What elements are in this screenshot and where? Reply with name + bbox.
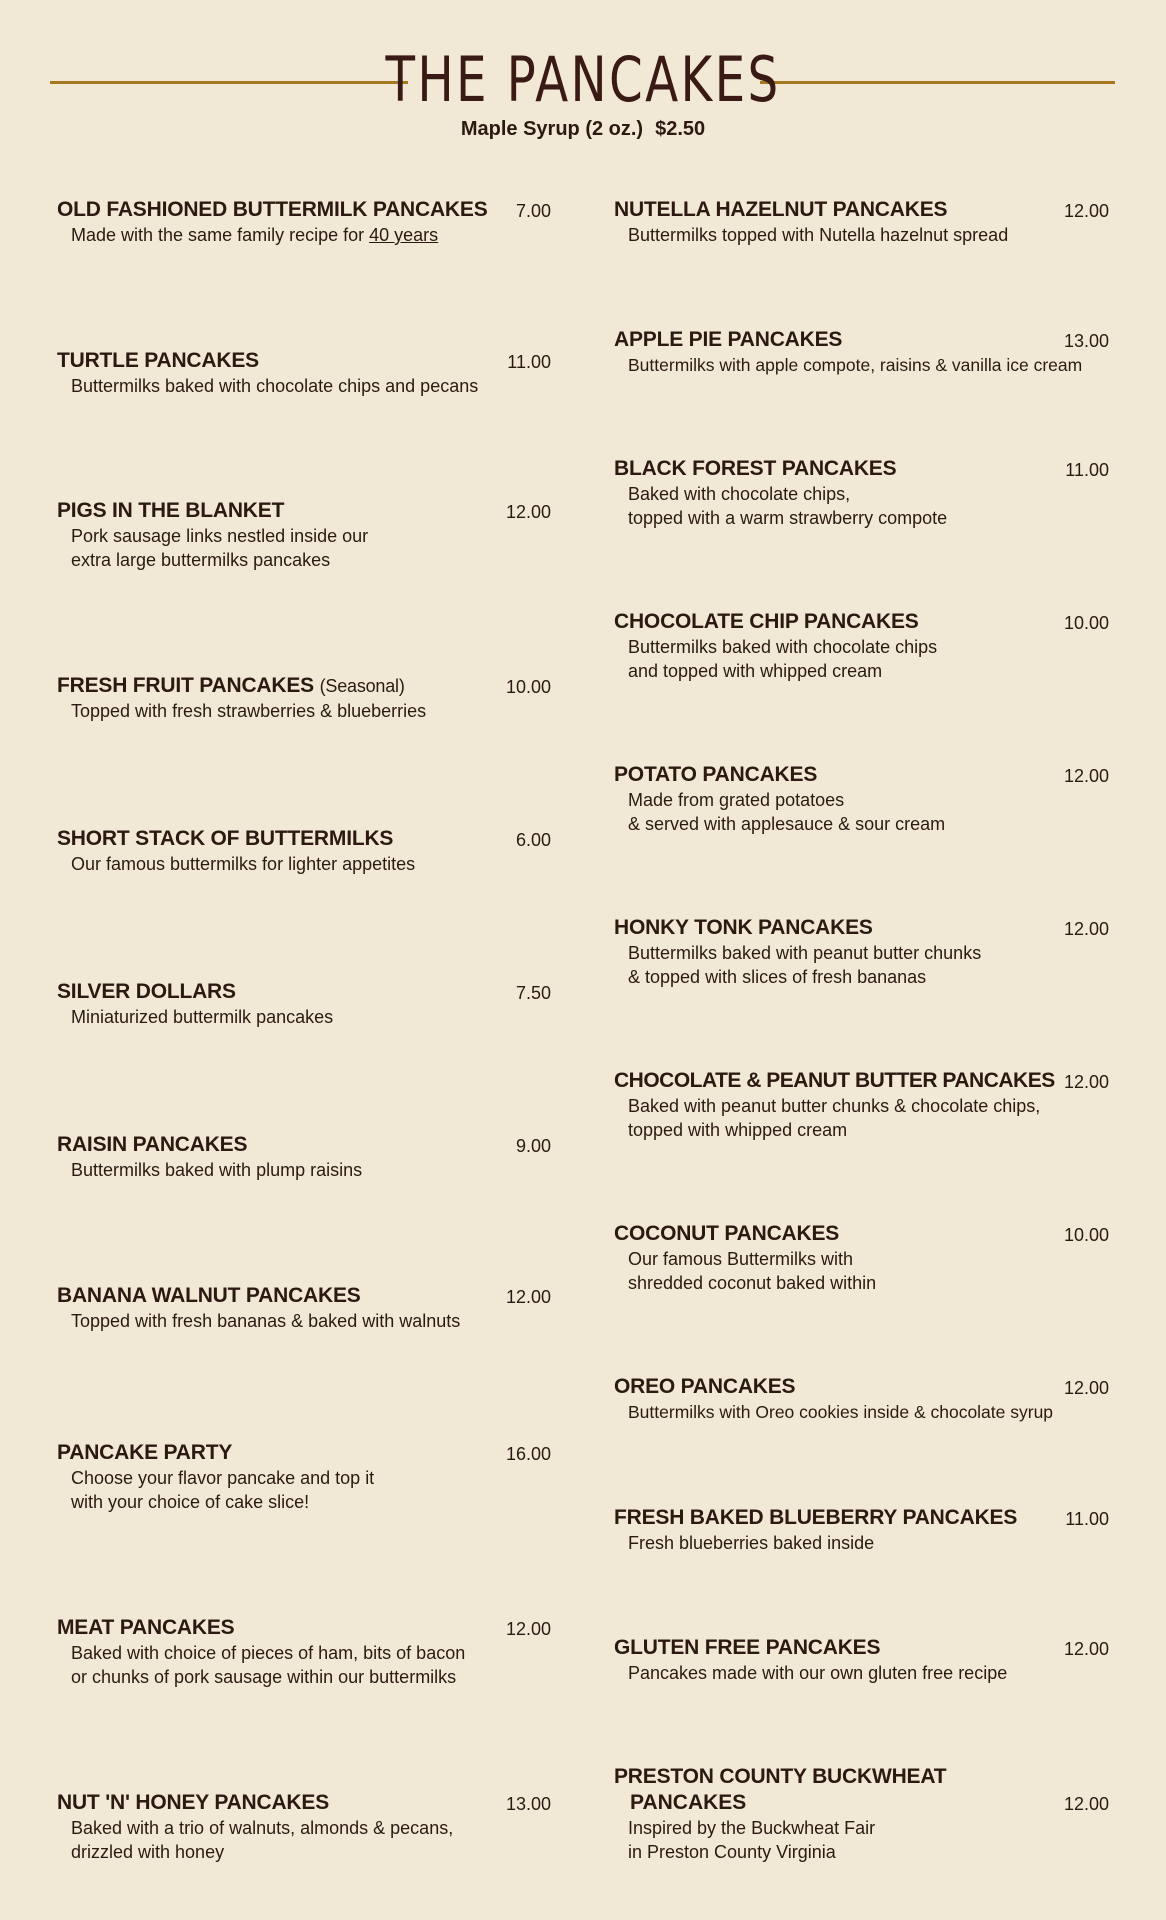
item-description: Buttermilks baked with peanut butter chunks xyxy=(628,943,982,963)
item-price: 11.00 xyxy=(507,352,551,372)
menu-header xyxy=(0,40,1166,170)
item-name: OLD FASHIONED BUTTERMILK PANCAKES xyxy=(57,198,488,221)
item-description: with your choice of cake slice! xyxy=(71,1492,310,1512)
item-name: HONKY TONK PANCAKES xyxy=(614,916,873,939)
item-description: Made from grated potatoes xyxy=(628,790,845,810)
menu-item xyxy=(614,1635,1109,1685)
item-description: Topped with fresh bananas & baked with walnuts xyxy=(71,1311,461,1331)
menu-item xyxy=(614,197,1109,247)
item-name: POTATO PANCAKES xyxy=(614,763,818,786)
item-description: Buttermilks baked with plump raisins xyxy=(71,1160,363,1180)
menu-item xyxy=(57,673,551,723)
item-description: topped with a warm strawberry compote xyxy=(628,508,948,528)
item-name: NUTELLA HAZELNUT PANCAKES xyxy=(614,198,948,221)
item-description: or chunks of pork sausage within our buttermilks xyxy=(71,1667,457,1687)
item-name: FRESH FRUIT PANCAKES (Seasonal) xyxy=(57,674,405,697)
item-name: CHOCOLATE & PEANUT BUTTER PANCAKES xyxy=(614,1069,1055,1092)
item-description: Buttermilks baked with chocolate chips xyxy=(628,637,938,657)
item-price: 12.00 xyxy=(505,1287,551,1307)
item-description: Choose your flavor pancake and top it xyxy=(71,1468,375,1488)
item-price: 13.00 xyxy=(505,1794,551,1814)
item-price: 12.00 xyxy=(1063,919,1109,939)
item-name: BANANA WALNUT PANCAKES xyxy=(57,1284,361,1307)
item-name: GLUTEN FREE PANCAKES xyxy=(614,1636,881,1659)
menu-item xyxy=(614,609,1109,683)
item-description: Baked with choice of pieces of ham, bits of bacon xyxy=(71,1643,466,1663)
menu-item xyxy=(57,826,551,876)
item-description: Buttermilks baked with chocolate chips and pecans xyxy=(71,376,479,396)
menu-item xyxy=(614,762,1109,836)
item-description: extra large buttermilks pancakes xyxy=(71,550,331,570)
menu-item xyxy=(57,498,551,572)
item-description: Inspired by the Buckwheat Fair xyxy=(628,1818,876,1838)
item-price: 9.00 xyxy=(515,1136,551,1156)
menu-item xyxy=(57,348,551,398)
item-name: PANCAKE PARTY xyxy=(57,1441,233,1464)
item-price: 12.00 xyxy=(505,502,551,522)
item-price: 12.00 xyxy=(1063,1378,1109,1398)
item-name: OREO PANCAKES xyxy=(614,1375,796,1398)
item-description-emphasis: 40 years xyxy=(369,225,439,245)
item-description: Buttermilks topped with Nutella hazelnut spread xyxy=(628,225,1009,245)
menu-item xyxy=(57,1132,551,1182)
syrup-line xyxy=(0,118,1166,141)
item-name: COCONUT PANCAKES xyxy=(614,1222,840,1245)
item-price: 12.00 xyxy=(1063,766,1109,786)
item-name: NUT 'N' HONEY PANCAKES xyxy=(57,1791,330,1814)
item-name: CHOCOLATE CHIP PANCAKES xyxy=(614,610,919,633)
item-name: PRESTON COUNTY BUCKWHEAT xyxy=(614,1765,947,1788)
item-price: 12.00 xyxy=(1063,1072,1109,1092)
item-description: Our famous buttermilks for lighter appetites xyxy=(71,854,416,874)
item-description: Our famous Buttermilks with xyxy=(628,1249,854,1269)
item-note: (Seasonal) xyxy=(319,676,405,696)
item-name: FRESH BAKED BLUEBERRY PANCAKES xyxy=(614,1506,1018,1529)
menu-item xyxy=(614,1221,1109,1295)
item-price: 12.00 xyxy=(505,1619,551,1639)
item-price: 12.00 xyxy=(1063,201,1109,221)
item-description: Made with the same family recipe for 40 years xyxy=(71,225,439,245)
menu-item xyxy=(57,1440,551,1514)
item-description: Pork sausage links nestled inside our xyxy=(71,526,369,546)
item-name: SILVER DOLLARS xyxy=(57,980,236,1003)
item-price: 10.00 xyxy=(505,677,551,697)
menu-item xyxy=(57,197,551,247)
item-name: APPLE PIE PANCAKES xyxy=(614,328,843,351)
item-description: shredded coconut baked within xyxy=(628,1273,877,1293)
menu-item xyxy=(614,915,1109,989)
menu-item xyxy=(57,979,551,1029)
item-description: topped with whipped cream xyxy=(628,1120,848,1140)
item-price: 7.00 xyxy=(515,201,551,221)
item-description: and topped with whipped cream xyxy=(628,661,883,681)
item-price: 10.00 xyxy=(1063,613,1109,633)
item-name: BLACK FOREST PANCAKES xyxy=(614,457,897,480)
item-price: 16.00 xyxy=(505,1444,551,1464)
item-description: & topped with slices of fresh bananas xyxy=(628,967,927,987)
item-price: 11.00 xyxy=(1065,1509,1109,1529)
item-name: TURTLE PANCAKES xyxy=(57,349,259,372)
item-description: Fresh blueberries baked inside xyxy=(628,1533,875,1553)
item-description: Baked with peanut butter chunks & chocolate chips, xyxy=(628,1096,1041,1116)
item-description: Buttermilks with apple compote, raisins & vanilla ice cream xyxy=(628,355,1083,375)
item-description: & served with applesauce & sour cream xyxy=(628,814,946,834)
item-price: 11.00 xyxy=(1065,460,1109,480)
page-title: THE PANCAKES xyxy=(385,43,781,116)
item-name: MEAT PANCAKES xyxy=(57,1616,235,1639)
item-description: Buttermilks with Oreo cookies inside & chocolate syrup xyxy=(628,1402,1054,1422)
menu-item xyxy=(57,1615,551,1689)
syrup-price: $2.50 xyxy=(655,118,706,140)
menu-item xyxy=(614,327,1109,377)
item-price: 6.00 xyxy=(515,830,551,850)
item-name: RAISIN PANCAKES xyxy=(57,1133,248,1156)
menu-item xyxy=(614,1068,1109,1142)
item-price: 13.00 xyxy=(1063,331,1109,351)
item-price: 12.00 xyxy=(1063,1794,1109,1814)
item-name-continued: PANCAKES xyxy=(630,1791,747,1814)
item-description: in Preston County Virginia xyxy=(628,1842,836,1862)
item-description: Baked with a trio of walnuts, almonds & pecans, xyxy=(71,1818,454,1838)
menu-item xyxy=(57,1283,551,1333)
item-name: SHORT STACK OF BUTTERMILKS xyxy=(57,827,394,850)
item-price: 7.50 xyxy=(515,983,551,1003)
item-name: PIGS IN THE BLANKET xyxy=(57,499,285,522)
item-description: Miniaturized buttermilk pancakes xyxy=(71,1007,334,1027)
menu-item xyxy=(614,1764,1109,1864)
menu-item xyxy=(614,1374,1109,1424)
item-description: drizzled with honey xyxy=(71,1842,225,1862)
syrup-label: Maple Syrup (2 oz.) xyxy=(460,118,644,140)
menu-item xyxy=(614,1505,1109,1555)
item-description: Topped with fresh strawberries & blueberries xyxy=(71,701,427,721)
menu-item xyxy=(57,1790,551,1864)
item-description: Baked with chocolate chips, xyxy=(628,484,851,504)
item-description: Pancakes made with our own gluten free recipe xyxy=(628,1663,1008,1683)
item-price: 10.00 xyxy=(1063,1225,1109,1245)
item-price: 12.00 xyxy=(1063,1639,1109,1659)
menu-item xyxy=(614,456,1109,530)
